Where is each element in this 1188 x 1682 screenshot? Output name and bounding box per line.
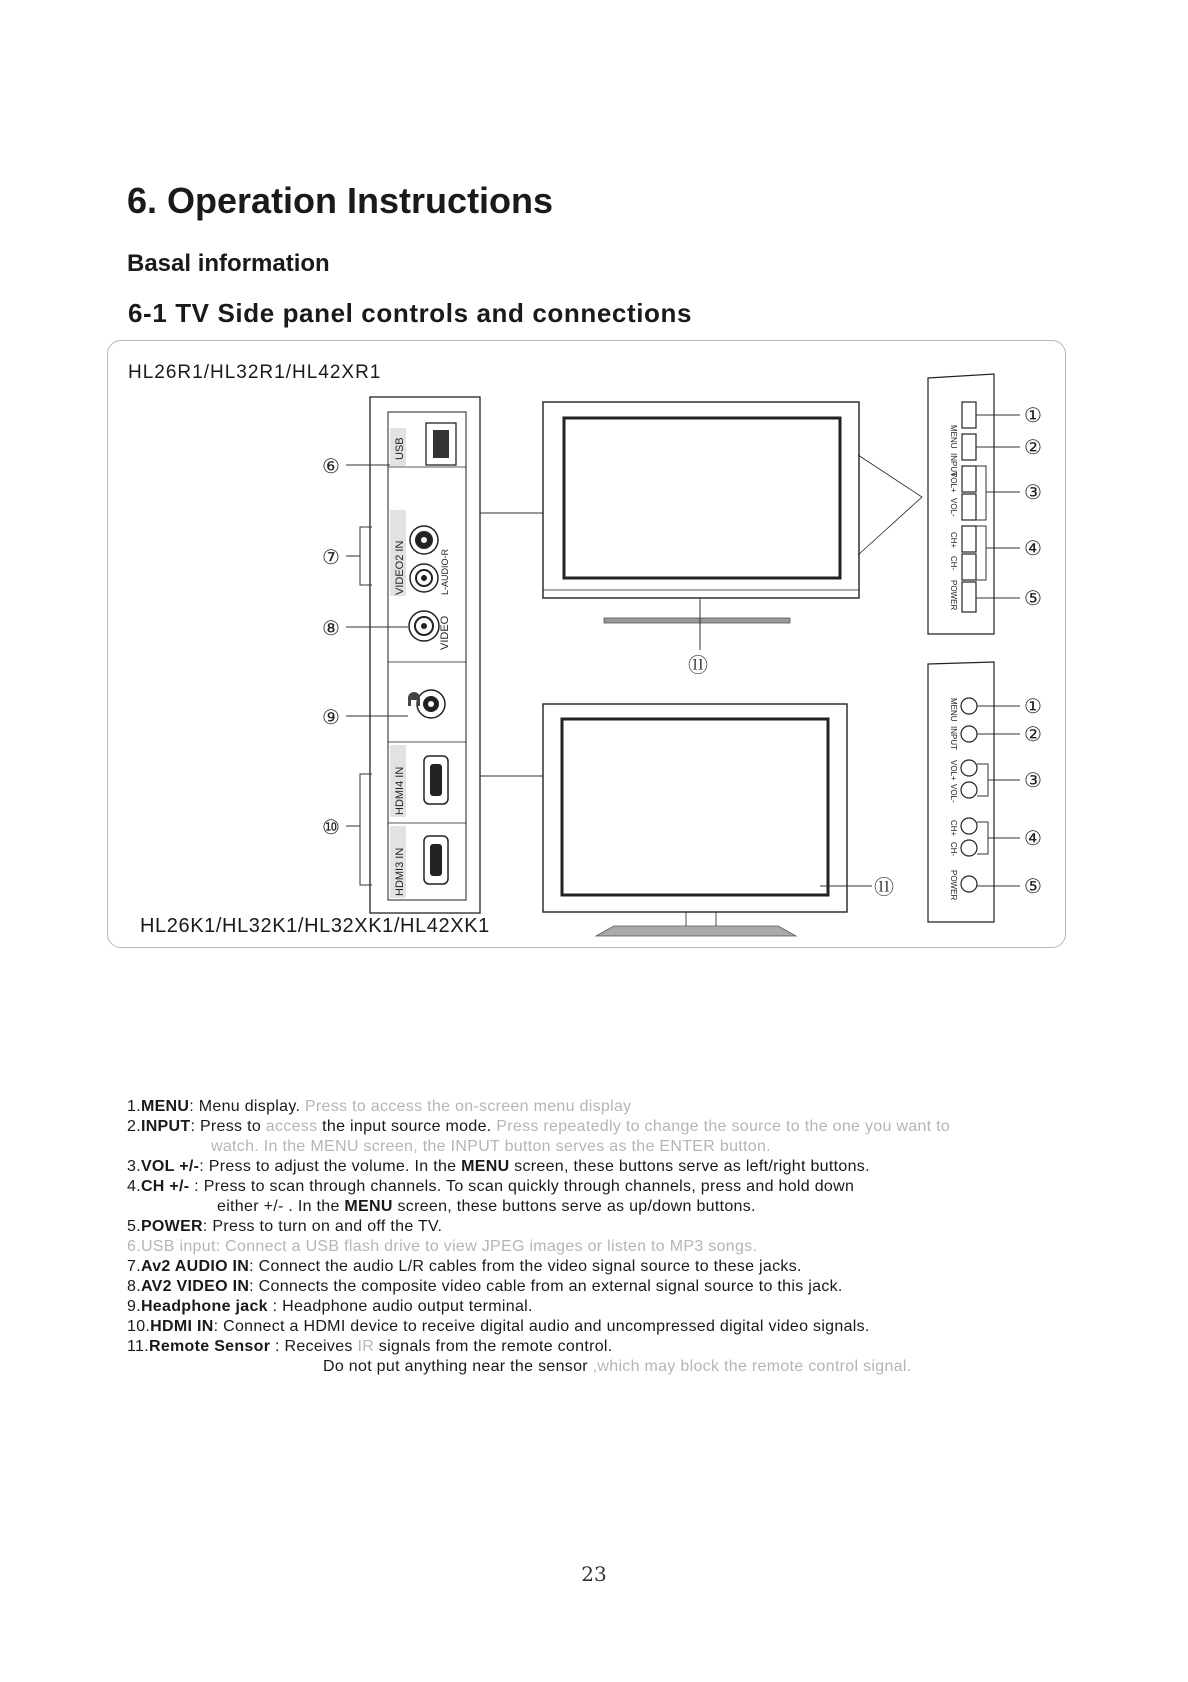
button-strip-bottom [928,662,994,922]
description-item-av2-video: 8.AV2 VIDEO IN: Connects the composite video cable from an external signal source to this jack. [127,1278,843,1295]
description-item-ch-cont: either +/- . In the MENU screen, these buttons serve as up/down buttons. [217,1198,756,1215]
hdmi4-port [424,756,448,804]
model-label-top: HL26R1/HL32R1/HL42XR1 [128,362,382,383]
btn-label-chdown-bottom: CH- [949,842,958,857]
description-item-menu: 1.MENU: Menu display. Press to access the on-screen menu display [127,1098,632,1115]
video-label: VIDEO [439,615,451,650]
headphone-jack [408,690,445,718]
button-strip-top [928,374,994,634]
callout-10: ⑩ [322,815,340,839]
description-item-hdmi: 10.HDMI IN: Connect a HDMI device to receive digital audio and uncompressed digital video signals. [127,1318,870,1335]
usb-label: USB [394,437,406,460]
callout-3-top: ③ [1024,480,1042,504]
btn-label-power-bottom: POWER [949,870,958,901]
btn-label-chdown-top: CH- [949,556,958,571]
btn-label-chup-top: CH+ [949,532,958,549]
btn-label-input-bottom: INPUT [949,726,958,750]
btn-label-input-top: INPUT [949,453,958,477]
description-item-usb: 6.USB input: Connect a USB flash drive to view JPEG images or listen to MP3 songs. [127,1238,758,1255]
description-item-headphone: 9.Headphone jack : Headphone audio output terminal. [127,1298,533,1315]
headphone-icon [408,692,420,706]
callout-4-bottom: ④ [1024,826,1042,850]
video-jack [409,611,439,641]
audio-l-jack [410,526,438,554]
btn-label-chup-bottom: CH+ [949,820,958,837]
side-panel-outline [370,397,480,913]
description-item-input: 2.INPUT: Press to access the input source mode. Press repeatedly to change the source to the one you want to [127,1118,951,1135]
description-item-ch: 4.CH +/- : Press to scan through channels. To scan quickly through channels, press and hold down [127,1178,855,1195]
btn-label-menu-top: MENU [949,425,958,449]
btn-label-volup-top: VOL+ [949,472,958,493]
callout-4-top: ④ [1024,536,1042,560]
callout-5-bottom: ⑤ [1024,874,1042,898]
audio-r-jack [410,564,438,592]
callout-1-bottom: ① [1024,694,1042,718]
description-item-remote-sensor: 11.Remote Sensor : Receives IR signals from the remote control. [127,1338,613,1355]
hdmi3-port [424,836,448,884]
btn-label-voldown-bottom: VOL- [949,784,958,803]
tv-front-top [543,402,922,623]
description-item-vol: 3.VOL +/-: Press to adjust the volume. In the MENU screen, these buttons serve as left/right buttons. [127,1158,870,1175]
callout-11-top: ⑪ [688,653,708,677]
controls-description-list [127,1097,1127,1377]
callout-2-top: ② [1024,435,1042,459]
description-item-remote-sensor-cont: Do not put anything near the sensor ,which may block the remote control signal. [323,1358,912,1375]
btn-label-volup-bottom: VOL+ [949,760,958,781]
tv-front-bottom [543,704,847,936]
hdmi3-in-label: HDMI3 IN [394,847,406,896]
section-heading: 6-1 TV Side panel controls and connections [128,298,693,328]
description-item-power: 5.POWER: Press to turn on and off the TV. [127,1218,443,1235]
btn-label-menu-bottom: MENU [949,698,958,722]
callout-7: ⑦ [322,545,340,569]
description-item-input-cont: watch. In the MENU screen, the INPUT button serves as the ENTER button. [211,1138,771,1155]
page-title: 6. Operation Instructions [127,180,554,221]
callout-9: ⑨ [322,705,340,729]
callout-3-bottom: ③ [1024,768,1042,792]
model-label-bottom: HL26K1/HL32K1/HL32XK1/HL42XK1 [140,915,490,937]
section-subtitle: Basal information [127,250,330,277]
callout-11-bottom: ⑪ [874,875,894,899]
callout-5-top: ⑤ [1024,586,1042,610]
page-number: 23 [581,1562,607,1586]
audio-label: L-AUDIO-R [440,548,450,595]
callout-8: ⑧ [322,616,340,640]
usb-port [426,423,456,465]
btn-label-voldown-top: VOL- [949,498,958,517]
callout-2-bottom: ② [1024,722,1042,746]
description-item-av2-audio: 7.Av2 AUDIO IN: Connect the audio L/R cables from the video signal source to these jacks. [127,1258,802,1275]
video2-in-label: VIDEO2 IN [394,540,406,595]
callout-1-top: ① [1024,403,1042,427]
hdmi4-in-label: HDMI4 IN [394,766,406,815]
callout-6: ⑥ [322,454,340,478]
btn-label-power-top: POWER [949,580,958,611]
